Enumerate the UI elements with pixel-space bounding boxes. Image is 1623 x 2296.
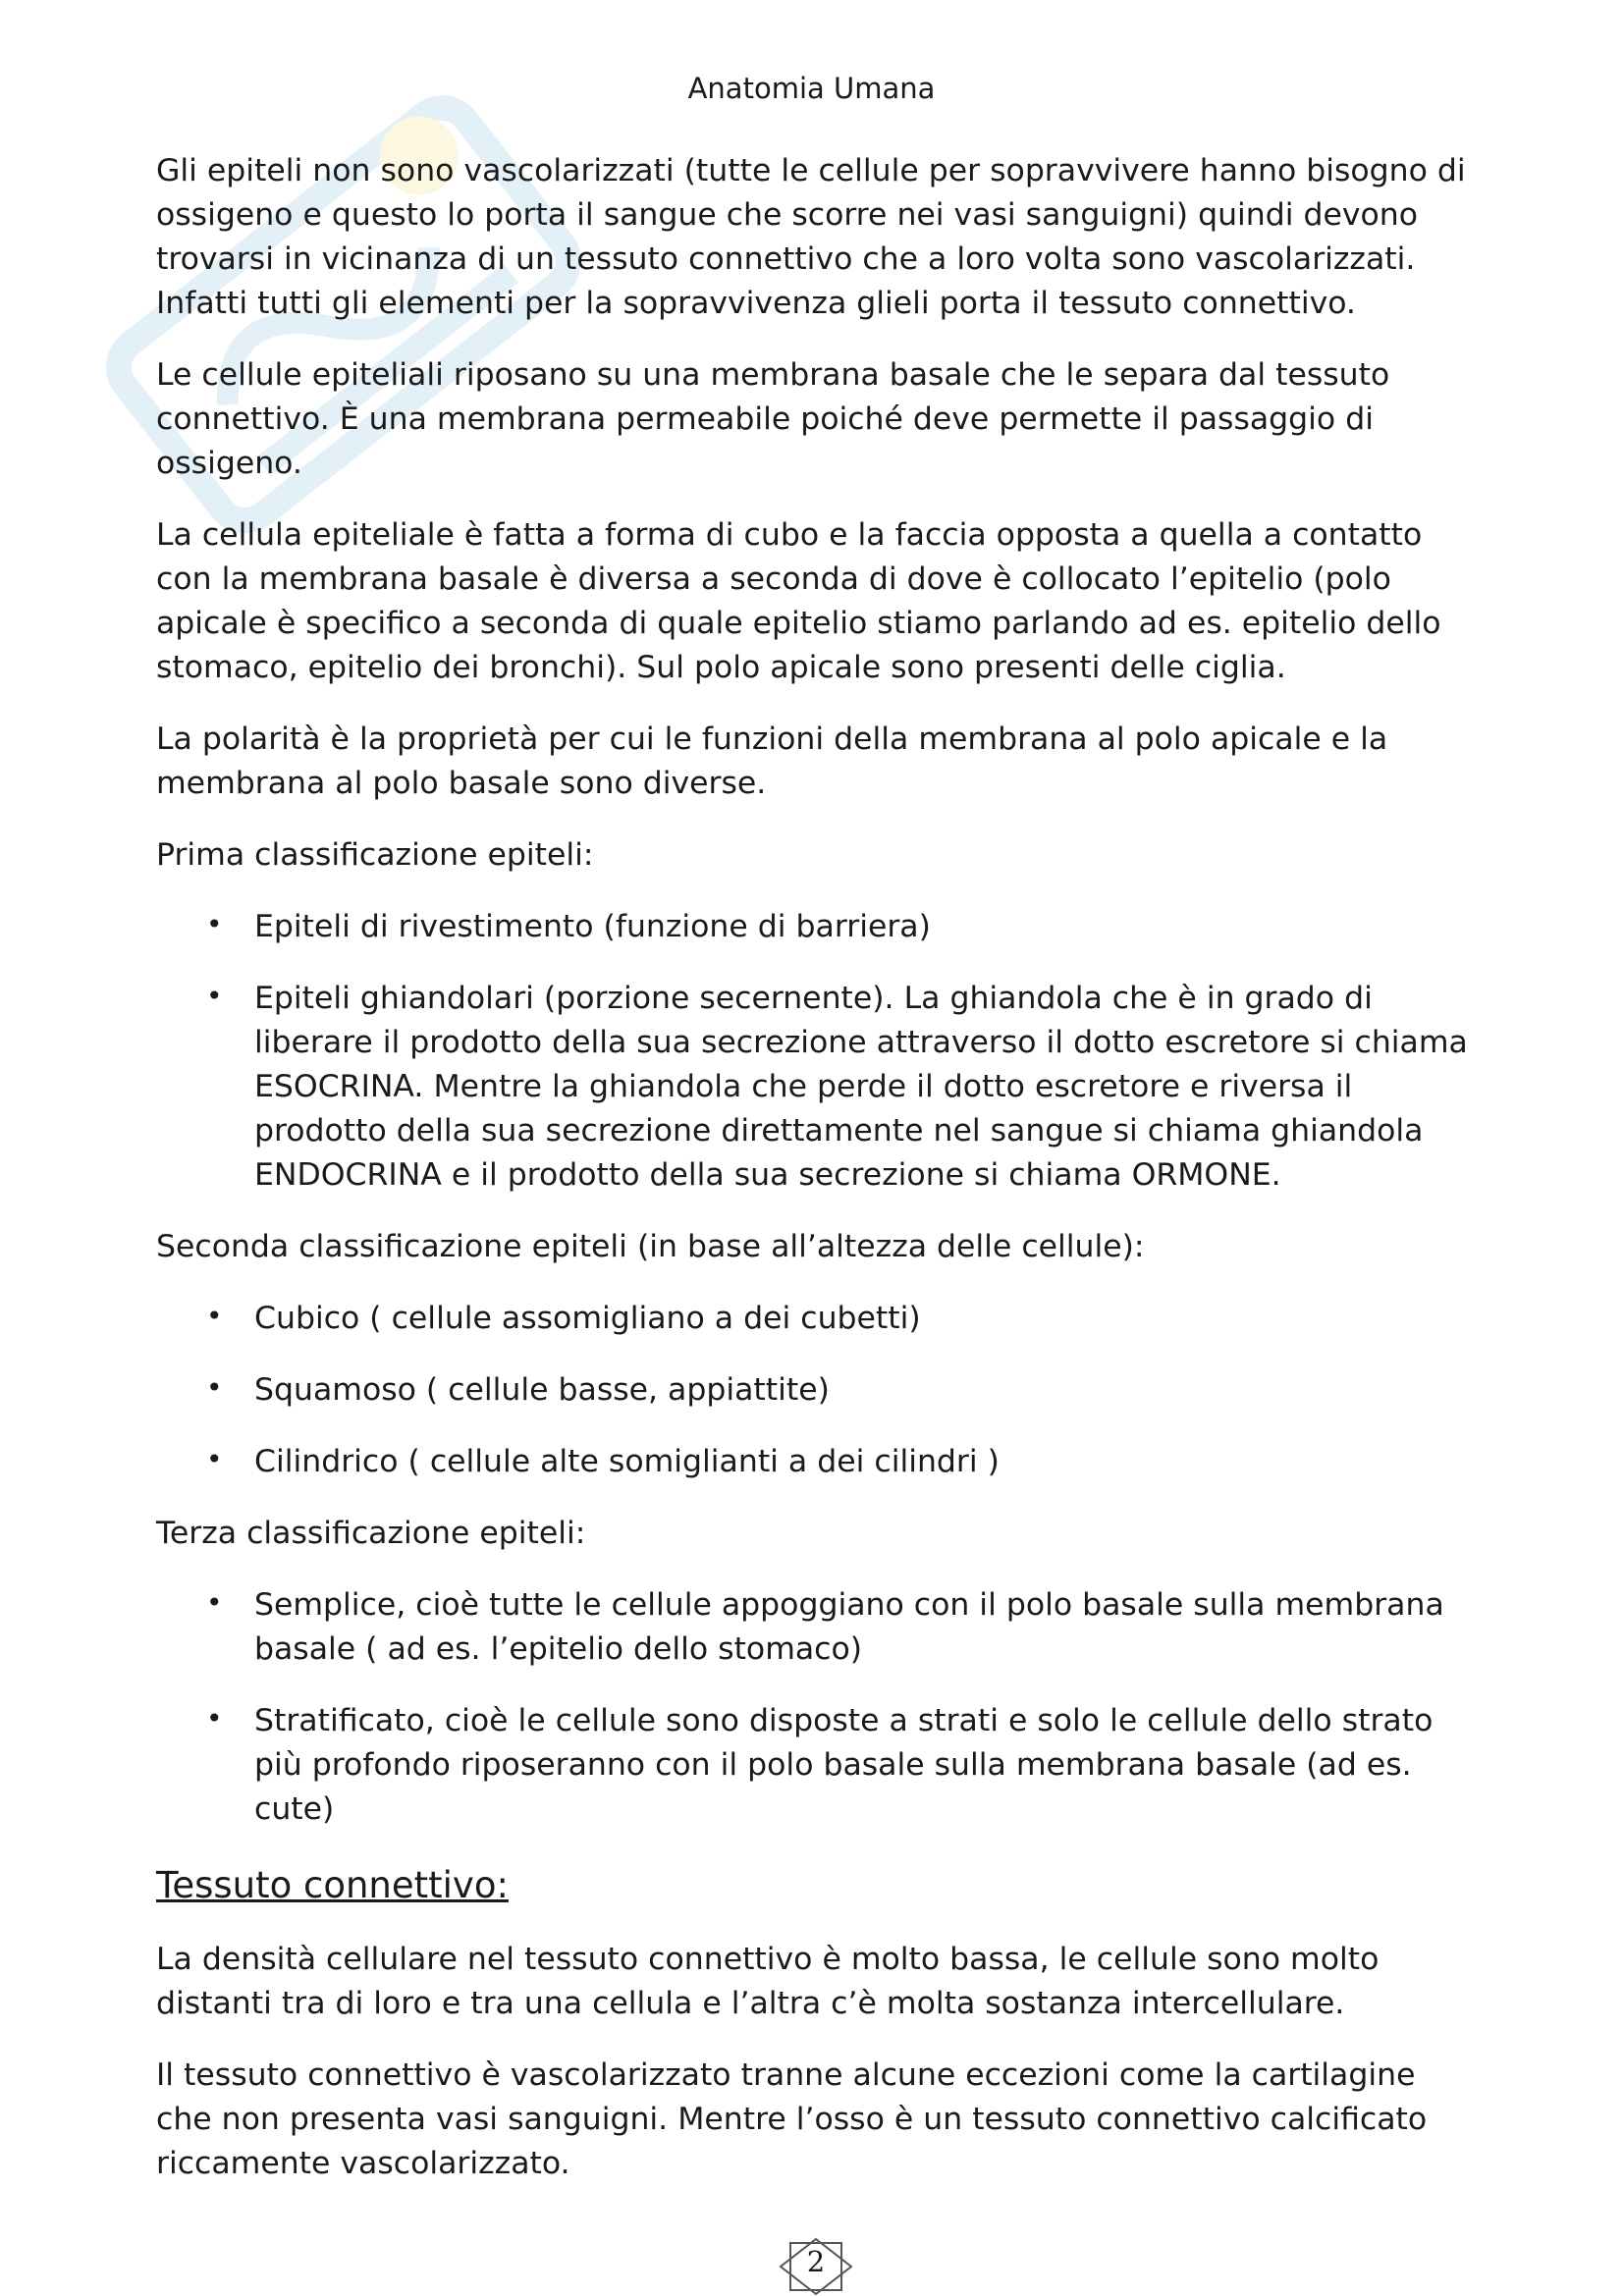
bullet-icon: •: [206, 1443, 223, 1475]
bullet-icon: •: [206, 1300, 223, 1332]
bullet-icon: •: [206, 980, 223, 1012]
list-heading: Prima classificazione epiteli:: [156, 837, 594, 873]
list-item-text: Cilindrico ( cellule alte somiglianti a dei cilindri ): [254, 1444, 1000, 1479]
paragraph: Il tessuto connettivo è vascolarizzato tranne alcune eccezioni come la cartilagine che non presenta vasi sanguigni. Mentre l’osso è un tessuto connettivo calcificato riccamente vascolarizzato.: [156, 2057, 1428, 2181]
bullet-list: [156, 1583, 1477, 1832]
list-item-text: Epiteli di rivestimento (funzione di barriera): [254, 909, 931, 944]
list-item: [156, 1699, 1477, 1832]
paragraph: Gli epiteli non sono vascolarizzati (tutte le cellule per sopravvivere hanno bisogno di ossigeno e questo lo porta il sangue che scorre nei vasi sanguigni) quindi devono trovarsi in vicinanza di un tessuto connettivo che a loro volta sono vascolarizzati. Infatti tutti gli elementi per la sopravvivenza glieli porta il tessuto connettivo.: [156, 153, 1466, 321]
bullet-list: [156, 1297, 1477, 1484]
bullet-icon: •: [206, 1371, 223, 1404]
bullet-icon: •: [206, 1702, 223, 1735]
page-number: [777, 2237, 855, 2296]
list-item: [156, 1440, 1477, 1484]
list-heading: Terza classificazione epiteli:: [156, 1516, 586, 1551]
paragraph: La cellula epiteliale è fatta a forma di cubo e la faccia opposta a quella a contatto con la membrana basale è diversa a seconda di dove è collocato l’epitelio (polo apicale è specifico a seconda di quale epitelio stiamo parlando ad es. epitelio dello stomaco, epitelio dei bronchi). Sul polo apicale sono presenti delle ciglia.: [156, 517, 1441, 685]
bullet-icon: •: [206, 908, 223, 940]
section-title: Tessuto connettivo:: [156, 1864, 509, 1906]
list-item: [156, 905, 1477, 949]
bullet-list: [156, 905, 1477, 1198]
bullet-icon: •: [206, 1586, 223, 1619]
page-number-text: 2: [806, 2245, 826, 2278]
list-item: [156, 977, 1477, 1198]
paragraph: La polarità è la proprietà per cui le funzioni della membrana al polo apicale e la membrana al polo basale sono diverse.: [156, 721, 1388, 801]
paragraph: Le cellule epiteliali riposano su una membrana basale che le separa dal tessuto connettivo. È una membrana permeabile poiché deve permette il passaggio di ossigeno.: [156, 357, 1390, 481]
list-item-text: Cubico ( cellule assomigliano a dei cubetti): [254, 1301, 921, 1336]
list-item: [156, 1297, 1477, 1341]
list-item-text: Epiteli ghiandolari (porzione secernente). La ghiandola che è in grado di liberare il prodotto della sua secrezione attraverso il dotto escretore si chiama ESOCRINA. Mentre la ghiandola che perde il dotto escretore e riversa il prodotto della sua secrezione direttamente nel sangue si chiama ghiandola ENDOCRINA e il prodotto della sua secrezione si chiama ORMONE.: [254, 981, 1468, 1193]
document-body: [156, 149, 1477, 2214]
list-item-text: Semplice, cioè tutte le cellule appoggiano con il polo basale sulla membrana basale ( ad es. l’epitelio dello stomaco): [254, 1587, 1444, 1667]
list-item-text: Stratificato, cioè le cellule sono disposte a strati e solo le cellule dello strato più profondo riposeranno con il polo basale sulla membrana basale (ad es. cute): [254, 1703, 1434, 1827]
list-heading: Seconda classificazione epiteli (in base all’altezza delle cellule):: [156, 1229, 1145, 1264]
list-item: [156, 1368, 1477, 1413]
paragraph: La densità cellulare nel tessuto connettivo è molto bassa, le cellule sono molto distanti tra di loro e tra una cellula e l’altra c’è molta sostanza intercellulare.: [156, 1942, 1380, 2021]
list-item-text: Squamoso ( cellule basse, appiattite): [254, 1372, 830, 1408]
list-item: [156, 1583, 1477, 1672]
page-header: Anatomia Umana: [687, 72, 936, 105]
